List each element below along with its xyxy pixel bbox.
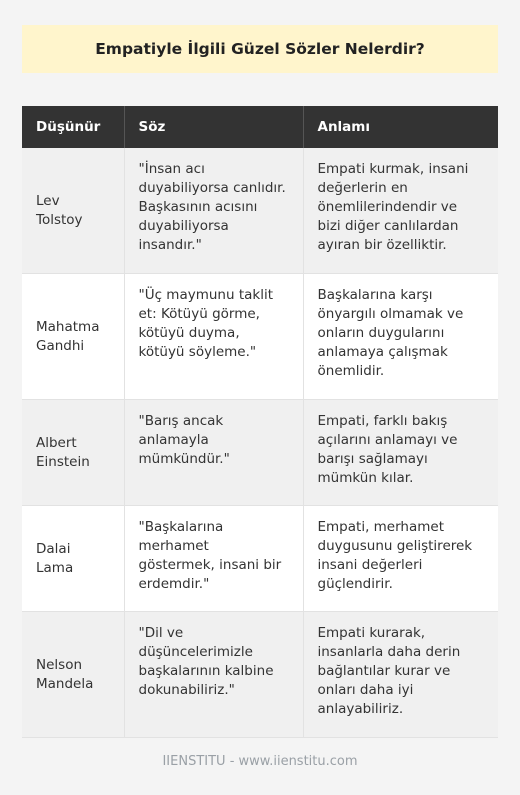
table-row bbox=[22, 274, 498, 400]
meaning-cell: Empati, farklı bakış açılarını anlamayı ve barışı sağlamayı mümkün kılar. bbox=[303, 400, 498, 506]
column-header-thinker: Düşünür bbox=[22, 106, 124, 148]
quotes-table bbox=[22, 106, 498, 738]
meaning-cell: Empati kurmak, insani değerlerin en önemlilerindendir ve bizi diğer canlılardan ayıran bir özelliktir. bbox=[303, 148, 498, 274]
meaning-cell: Başkalarına karşı önyargılı olmamak ve onların duygularını anlamaya çalışmak önemlidir. bbox=[303, 274, 498, 400]
column-header-meaning: Anlamı bbox=[303, 106, 498, 148]
table-row bbox=[22, 400, 498, 506]
footer-credit: IIENSTITU - www.iienstitu.com bbox=[162, 754, 358, 769]
quote-cell: "İnsan acı duyabiliyorsa canlıdır. Başkasının acısını duyabiliyorsa insandır." bbox=[124, 148, 303, 274]
thinker-cell: Mahatma Gandhi bbox=[22, 274, 124, 400]
quote-cell: "Başkalarına merhamet göstermek, insani bir erdemdir." bbox=[124, 506, 303, 612]
table-row bbox=[22, 148, 498, 274]
meaning-cell: Empati kurarak, insanlarla daha derin bağlantılar kurar ve onları daha iyi anlayabiliriz. bbox=[303, 612, 498, 738]
table-header-row bbox=[22, 106, 498, 148]
quote-cell: "Barış ancak anlamayla mümkündür." bbox=[124, 400, 303, 506]
page-title: Empatiyle İlgili Güzel Sözler Nelerdir? bbox=[95, 40, 425, 58]
title-banner bbox=[22, 25, 498, 73]
quote-cell: "Üç maymunu taklit et: Kötüyü görme, kötüyü duyma, kötüyü söyleme." bbox=[124, 274, 303, 400]
thinker-cell: Dalai Lama bbox=[22, 506, 124, 612]
thinker-cell: Nelson Mandela bbox=[22, 612, 124, 738]
thinker-cell: Albert Einstein bbox=[22, 400, 124, 506]
meaning-cell: Empati, merhamet duygusunu geliştirerek insani değerleri güçlendirir. bbox=[303, 506, 498, 612]
column-header-quote: Söz bbox=[124, 106, 303, 148]
thinker-cell: Lev Tolstoy bbox=[22, 148, 124, 274]
quote-cell: "Dil ve düşüncelerimizle başkalarının kalbine dokunabiliriz." bbox=[124, 612, 303, 738]
table-row bbox=[22, 506, 498, 612]
table-row bbox=[22, 612, 498, 738]
